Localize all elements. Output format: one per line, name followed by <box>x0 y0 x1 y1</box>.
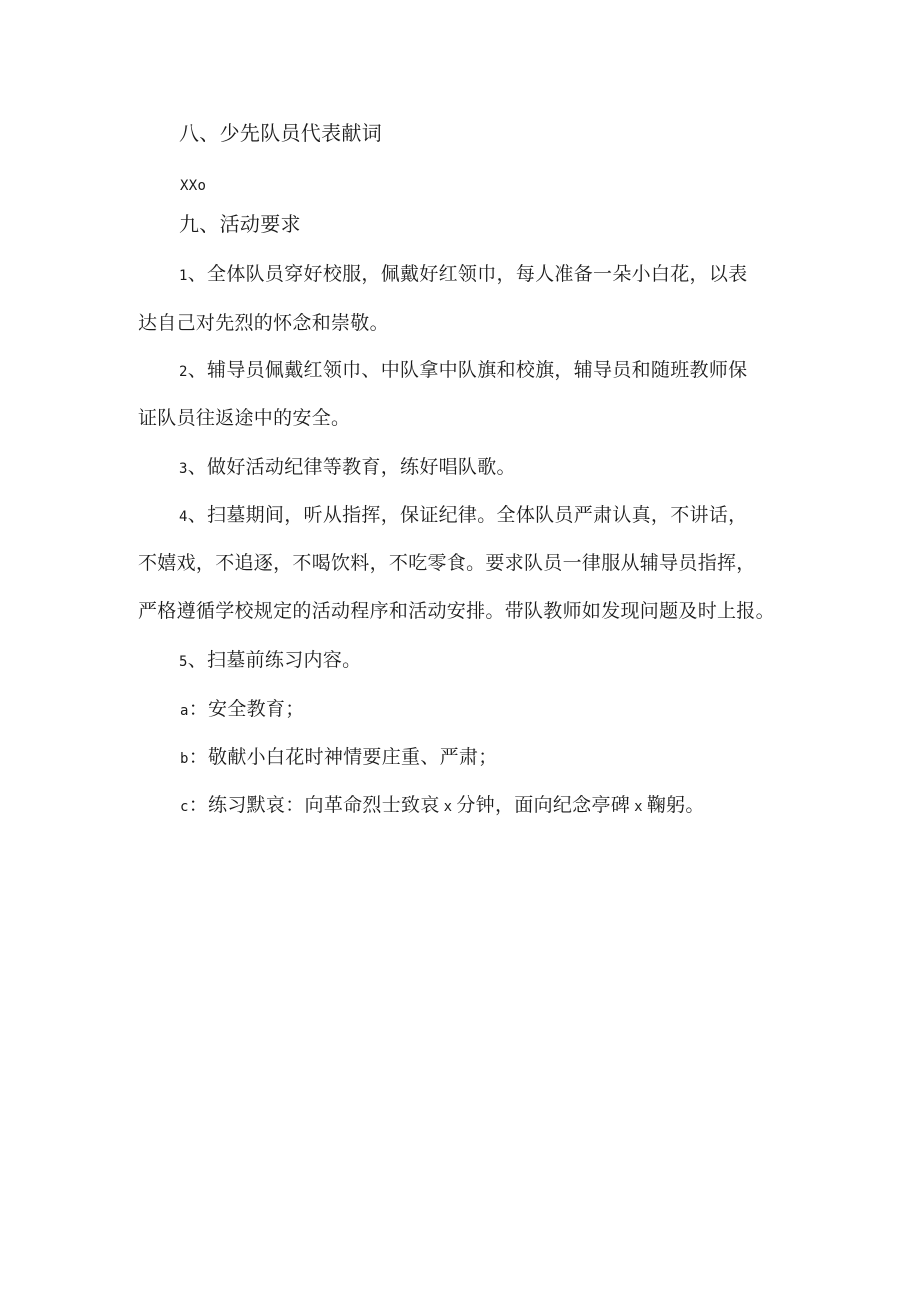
sub-item-c-text-after: 鞠躬。 <box>646 794 705 816</box>
item-3-number: 3 <box>179 461 188 477</box>
item-2-number: 2 <box>179 364 188 380</box>
section-nine-title: 九、活动要求 <box>179 212 301 236</box>
sub-item-c-x2: x <box>634 799 643 815</box>
item-2-line-1 <box>179 358 747 384</box>
sub-item-c-text-before: ：练习默哀：向革命烈士致哀 <box>188 794 440 816</box>
item-4-line-3: 严格遵循学校规定的活动程序和活动安排。带队教师如发现问题及时上报。 <box>138 600 775 622</box>
item-1-number: 1 <box>179 268 188 284</box>
item-2-text-1: 、辅导员佩戴红领巾、中队拿中队旗和校旗，辅导员和随班教师保 <box>187 359 748 381</box>
item-5-number: 5 <box>179 654 188 670</box>
item-4-line-1 <box>179 503 747 529</box>
item-3-line-1 <box>179 455 516 481</box>
item-2-line-2: 证队员往返途中的安全。 <box>138 407 351 429</box>
item-5-line-1 <box>179 648 361 674</box>
sub-item-b-letter: b <box>180 751 189 767</box>
sub-item-c-text-between: 分钟，面向纪念亭碑 <box>456 794 631 816</box>
item-1-line-1 <box>179 262 747 288</box>
section-eight-body-text: XXo <box>180 178 207 194</box>
sub-item-b <box>180 745 498 771</box>
section-eight-body <box>180 172 206 198</box>
sub-item-c-x1: x <box>443 799 453 815</box>
sub-item-c <box>180 793 705 819</box>
item-1-line-2: 达自己对先烈的怀念和崇敬。 <box>138 312 389 334</box>
item-4-line-2: 不嬉戏，不追逐，不喝饮料，不吃零食。要求队员一律服从辅导员指挥， <box>138 552 756 574</box>
sub-item-a-letter: a <box>180 703 189 719</box>
item-5-text-1: 、扫墓前练习内容。 <box>187 649 362 671</box>
sub-item-b-text: ：敬献小白花时神情要庄重、严肃； <box>188 746 498 768</box>
item-4-number: 4 <box>179 509 188 525</box>
section-eight-title: 八、少先队员代表献词 <box>179 121 382 145</box>
item-3-text-1: 、做好活动纪律等教育，练好唱队歌。 <box>187 456 516 478</box>
sub-item-c-letter: c <box>180 799 189 815</box>
sub-item-a-text: ：安全教育； <box>188 698 305 720</box>
item-1-text-1: 、全体队员穿好校服，佩戴好红领巾，每人准备一朵小白花，以表 <box>187 263 748 285</box>
item-4-text-1: 、扫墓期间，听从指挥，保证纪律。全体队员严肃认真，不讲话， <box>187 504 748 526</box>
sub-item-a <box>180 697 305 723</box>
